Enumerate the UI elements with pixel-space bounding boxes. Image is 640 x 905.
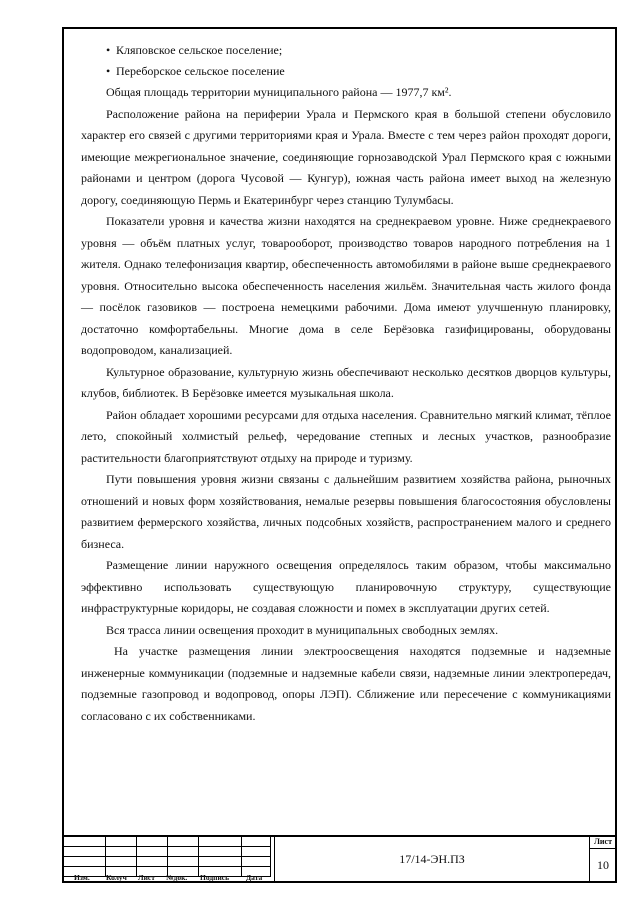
paragraph-living-standards: Показатели уровня и качества жизни находятся на среднекраевом уровне. Ниже среднекраевого уровня — объём платных услуг, товарооборот, производство товаров народного потребления на 1 жителя. Однако телефонизация квартир, обеспеченность автомобилями в районе выше среднекраевого уровня. Относительно высока обеспеченность населения жильём. Значительная часть жилого фонда — посёлок газовиков — построена немецкими рабочими. Дома имеют улучшенную планировку, достаточно комфортабельны. Многие дома в селе Берёзовка газифицированы, оборудованы водопроводом, канализацией. [81, 214, 611, 357]
paragraph-area: Общая площадь территории муниципального района — 1977,7 км². [106, 85, 452, 99]
revision-grid [62, 836, 271, 877]
document-number: 17/14-ЭН.ПЗ [274, 836, 590, 883]
stamp-col-izm: Изм. [74, 873, 90, 882]
list-item-text: Кляповское сельское поселение; [116, 43, 283, 57]
paragraph-location: Расположение района на периферии Урала и Пермского края в большой степени обусловило характер его связей с другими территориями края и Урала. Вместе с тем через район проходят дороги, имеющие межрегиональное значение, соединяющие горнозаводской Урал Пермского края с южными районами и центром (дорога Чусовой — Кунгур), южная часть района имеет выход на железную дорогу, соединяющую Пермь и Екатеринбург через станцию Тулумбасы. [81, 106, 611, 207]
paragraph-culture: Культурное образование, культурную жизнь обеспечивают несколько десятков дворцов культуры, клубов, библиотек. В Берёзовке имеется музыкальная школа. [81, 364, 611, 400]
list-item [106, 61, 611, 82]
bullet-icon: • [106, 64, 111, 78]
document-body [81, 40, 611, 727]
stamp-col-data: Дата [246, 873, 263, 882]
bullet-icon: • [106, 43, 111, 57]
paragraph-lighting-placement: Размещение линии наружного освещения определялось таким образом, чтобы максимально эффективно использовать существующую планировочную структуру, существующие инфраструктурные коридоры, не создавая сложности и помех в эксплуатации других сетей. [81, 558, 611, 615]
list-item [106, 40, 611, 61]
stamp-col-ndok: №док. [166, 873, 188, 882]
sheet-label: Лист [589, 836, 617, 849]
paragraph-route: Вся трасса линии освещения проходит в муниципальных свободных землях. [106, 622, 499, 637]
list-item-text: Переборское сельское поселение [116, 64, 285, 78]
stamp-col-list: Лист [138, 873, 155, 882]
title-block [62, 836, 617, 883]
sheet-number: 10 [597, 858, 609, 872]
paragraph-recreation: Район обладает хорошими ресурсами для отдыха населения. Сравнительно мягкий климат, тёплое лето, спокойный холмистый рельеф, чередование степных и лесных участков, разнообразие растительности благоприятствуют отдыху на природе и туризму. [81, 407, 611, 465]
stamp-col-kol: Колуч [106, 873, 127, 882]
stamp-col-podpis: Подпись [200, 873, 230, 882]
paragraph-development: Пути повышения уровня жизни связаны с дальнейшим развитием хозяйства района, рыночных отношений и новых форм хозяйствования, немалые резервы повышения благосостояния обусловлены развитием фермерского хозяйства, личных подсобных хозяйств, распространением малого и среднего бизнеса. [81, 472, 611, 551]
paragraph-utilities: На участке размещения линии электроосвещения находятся подземные и надземные инженерные коммуникации (подземные и надземные кабели связи, надземные линии электропередач, подземные газопровод и водопровод, опоры ЛЭП). Сближение или пересечение с коммуникациями согласовано с их собственниками. [81, 644, 611, 723]
